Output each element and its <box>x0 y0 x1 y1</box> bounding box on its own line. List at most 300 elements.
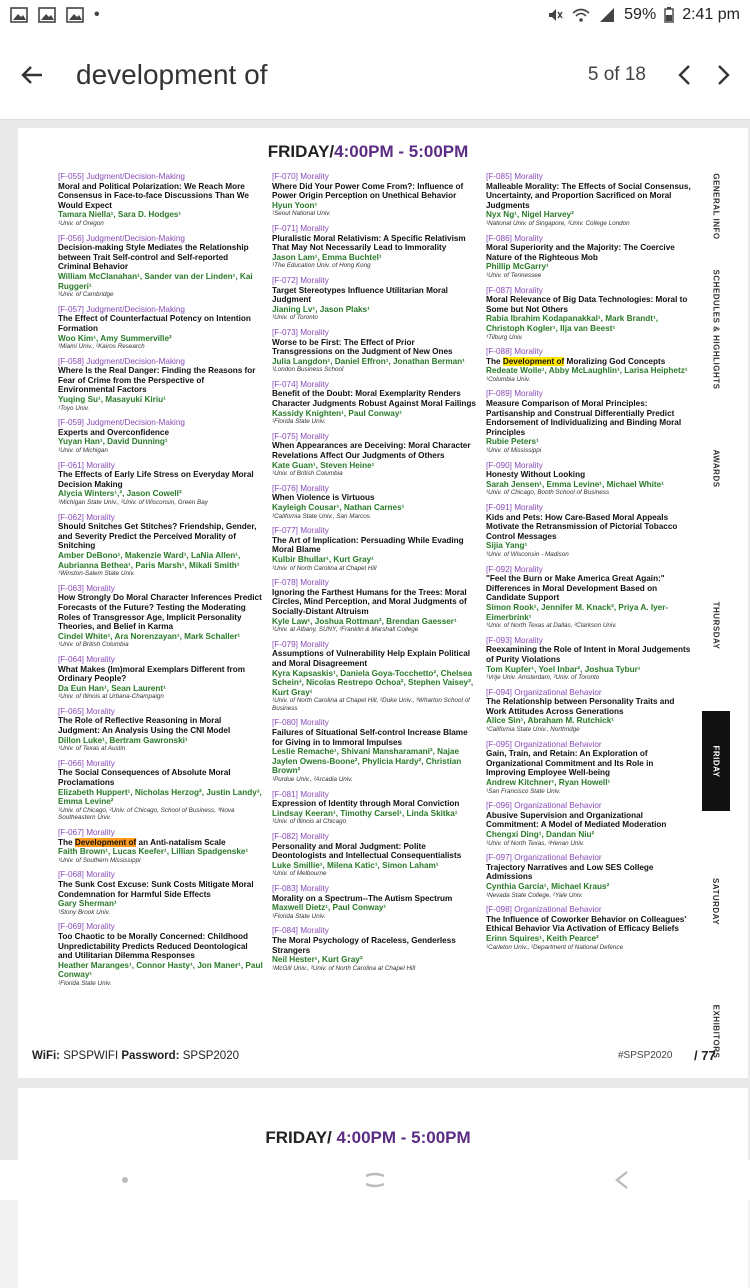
wifi-network: SPSPWIFI <box>63 1050 119 1062</box>
entry-authors: Sarah Jensen¹, Emma Levine¹, Michael White¹ <box>486 479 664 489</box>
entry-title: Moral Superiority and the Majority: The Coercive Nature of the Righteous Mob <box>486 243 675 262</box>
chevron-right-icon <box>717 64 731 86</box>
entry-header <box>486 172 691 182</box>
entry-title: Where Is the Real Danger: Finding the Reasons for Fear of Crime from the Perspective of Environmental Factors <box>58 366 256 395</box>
program-entry <box>272 328 477 374</box>
entry-category: Morality <box>514 347 543 357</box>
wifi-icon <box>572 7 590 23</box>
entry-header <box>272 328 477 338</box>
entry-affiliation: ¹Univ. of Michigan <box>58 447 108 455</box>
entry-title: Trajectory Narratives and Low SES College Admissions <box>486 862 654 882</box>
entry-authors: Kyra Kapsaskis¹, Daniela Goya-Tocchetto², Chelsea Schein³, Nicolas Restrepo Ochoa², Stephen Vaisey², Kurt Gray¹ <box>272 668 474 697</box>
section-tab-label: GENERAL INFO <box>711 172 721 240</box>
battery-icon <box>664 7 674 23</box>
entry-category: Morality <box>300 926 329 936</box>
entry-category: Morality <box>514 460 543 470</box>
section-tab-label: AWARDS <box>711 448 721 488</box>
entry-id: [F-097] <box>486 853 512 863</box>
program-entry <box>486 347 691 383</box>
entry-category: Morality <box>514 503 543 512</box>
program-entry <box>486 905 691 951</box>
program-entry <box>272 640 477 713</box>
home-button[interactable] <box>345 1160 405 1200</box>
mute-icon <box>546 7 564 23</box>
entry-header <box>486 740 691 750</box>
entry-title: "Feel the Burn or Make America Great Again:" Differences in Moral Development Based on Candidate Support <box>486 574 665 603</box>
entry-category: Morality <box>86 460 115 470</box>
entry-category: Morality <box>300 718 329 728</box>
program-entry <box>272 276 477 322</box>
entry-category: Morality <box>300 789 329 799</box>
entry-header <box>58 357 263 367</box>
entry-affiliation: ¹Univ. of North Texas, ²Henan Univ. <box>486 839 585 847</box>
program-entry <box>58 513 263 578</box>
entry-header <box>58 655 263 665</box>
entry-authors: Cindel White¹, Ara Norenzayan¹, Mark Schaller¹ <box>58 631 241 641</box>
entry-title <box>58 838 263 848</box>
section-tab[interactable] <box>702 166 730 246</box>
entry-title: The Art of Implication: Persuading While Evading Moral Blame <box>272 535 464 555</box>
entry-category: Morality <box>514 635 543 645</box>
wifi-password: SPSP2020 <box>182 1050 239 1062</box>
entry-category: Morality <box>300 883 329 893</box>
entry-id: [F-084] <box>272 926 298 936</box>
entry-affiliation: ¹Univ. of Illinois at Chicago <box>272 818 347 826</box>
program-entry <box>58 759 263 822</box>
entry-authors: Heather Maranges¹, Connor Hasty¹, Jon Maner¹, Paul Conway¹ <box>58 960 263 980</box>
entry-authors: Andrew Kitchner¹, Ryan Howell¹ <box>486 778 611 788</box>
entry-id: [F-098] <box>486 905 512 915</box>
entry-authors: Simon Rook¹, Jennifer M. Knack², Priya A. Iyer-Eimerbrink¹ <box>486 602 669 622</box>
entry-affiliation: ¹Winston-Salem State Univ. <box>58 570 135 578</box>
entry-title: When Violence is Virtuous <box>272 493 375 503</box>
entry-id: [F-080] <box>272 718 298 728</box>
entry-authors: Kulbir Bhullar¹, Kurt Gray¹ <box>272 554 374 564</box>
program-entry <box>272 432 477 478</box>
page-number-value: 77 <box>701 1048 716 1063</box>
entry-title: The Effect of Counterfactual Potency on Intention Formation <box>58 314 251 333</box>
entry-affiliation: ¹Vrije Univ. Amsterdam, ²Univ. of Toronto <box>486 674 600 682</box>
entry-header <box>58 922 263 932</box>
entry-id: [F-075] <box>272 431 298 441</box>
program-entry <box>272 484 477 520</box>
entry-header <box>58 513 263 523</box>
entry-category: Morality <box>514 285 543 295</box>
program-entry <box>486 503 691 559</box>
entry-id: [F-067] <box>58 828 84 837</box>
entry-authors: Sijia Yang¹ <box>486 541 528 551</box>
entry-header <box>486 461 691 471</box>
program-entry <box>486 461 691 497</box>
section-tab-label: SATURDAY <box>711 877 721 925</box>
entry-affiliation: ¹Univ. of Texas at Austin <box>58 745 126 753</box>
section-tab[interactable] <box>702 846 730 956</box>
current-search-match: Development of <box>74 837 137 847</box>
entry-category: Morality <box>86 922 115 932</box>
entry-id: [F-073] <box>272 327 298 337</box>
entry-title: Assumptions of Vulnerability Help Explain Political and Moral Disagreement <box>272 649 471 668</box>
program-entry <box>272 926 477 972</box>
entry-authors: Yuqing Su¹, Masayuki Kiriu¹ <box>58 395 166 405</box>
entry-id: [F-065] <box>58 706 84 716</box>
entry-header <box>272 484 477 494</box>
entry-affiliation: ¹Univ. of Wisconsin - Madison <box>486 550 569 558</box>
entry-authors: Rabia Ibrahim Kodapanakkal¹, Mark Brandt¹, Christoph Kogler¹, Ilja van Beest¹ <box>486 314 658 333</box>
entry-header <box>272 718 477 728</box>
entry-title <box>486 357 691 367</box>
entry-header <box>58 828 263 838</box>
gallery-notification-icon <box>10 7 28 23</box>
page-header <box>18 1128 718 1148</box>
entry-affiliation: ¹Miami Univ., ²Kairos Research <box>58 343 145 351</box>
hashtag: #SPSP2020 <box>618 1050 673 1061</box>
entry-category: Morality <box>514 233 543 243</box>
entry-category: Morality <box>300 578 329 588</box>
entry-authors: William McClanahan¹, Sander van der Linden¹, Kai Ruggeri¹ <box>58 271 253 291</box>
entry-authors: Tamara Niella¹, Sara D. Hodges¹ <box>58 210 182 220</box>
entry-id: [F-093] <box>486 635 512 645</box>
search-input[interactable]: development of <box>76 58 268 90</box>
match-counter: 5 of 18 <box>587 63 646 85</box>
entry-id: [F-057] <box>58 304 84 314</box>
entry-affiliation: ¹California State Univ., San Marcos <box>272 512 370 520</box>
entry-title: When Appearances are Deceiving: Moral Character Revelations Affect Our Judgments of Others <box>272 441 471 461</box>
entry-affiliation: ¹Univ. of North Texas at Dallas, ²Clarkson Univ. <box>486 622 617 630</box>
entry-affiliation: ¹Univ. of Illinois at Urbana-Champaign <box>58 693 164 701</box>
entry-affiliation: ¹Univ. of Cambridge <box>58 291 114 299</box>
entry-id: [F-077] <box>272 526 298 536</box>
section-tab[interactable] <box>702 711 730 811</box>
entry-affiliation: ¹California State Univ., Northridge <box>486 726 580 734</box>
entry-id: [F-055] <box>58 172 84 181</box>
back-nav-button[interactable] <box>595 1160 655 1200</box>
page-header-time: 4:00PM - 5:00PM <box>334 142 469 161</box>
gallery-notification-icon <box>38 7 56 23</box>
entry-affiliation: ¹Purdue Univ., ²Arcadia Univ. <box>272 776 353 784</box>
entry-affiliation: ¹Tilburg Univ. <box>486 333 523 341</box>
entry-title: Personality and Moral Judgment: Polite Deontologists and Intellectual Consequentialists <box>272 841 462 861</box>
program-column <box>272 172 477 978</box>
entry-header <box>272 526 477 536</box>
entry-authors: Amber DeBono¹, Makenzie Ward¹, LaNia Allen¹, Aubrianna Bethea¹, Paris Marsh¹, Mikali Smith¹ <box>58 550 241 570</box>
entry-authors: Alice Sin¹, Abraham M. Rutchick¹ <box>486 716 614 726</box>
entry-title: Too Chaotic to be Morally Concerned: Childhood Unpredictability Predicts Reduced Deontological and Utilitarian Dilemma Responses <box>58 931 248 961</box>
program-entry <box>486 853 691 899</box>
entry-authors: Gary Sherman¹ <box>58 899 117 909</box>
entry-header <box>486 801 691 811</box>
entry-header <box>272 432 477 442</box>
entry-category: Organizational Behavior <box>514 853 602 863</box>
entry-header <box>58 234 263 244</box>
entry-authors: Hyun Yoon¹ <box>272 200 318 210</box>
entry-id: [F-078] <box>272 578 298 588</box>
home-icon <box>362 1169 388 1191</box>
entry-id: [F-059] <box>58 418 84 428</box>
entry-authors: Kayleigh Cousar¹, Nathan Carnes¹ <box>272 503 405 512</box>
entry-title: What Makes (Im)moral Exemplars Different from Ordinary People? <box>58 664 245 684</box>
entry-header <box>486 503 691 513</box>
entry-category: Morality <box>300 639 329 649</box>
entry-title: Where Did Your Power Come From?: Influence of Power Origin Perception on Unethical Behavior <box>272 181 464 201</box>
entry-authors: Cynthia Garcia¹, Michael Kraus² <box>486 881 610 891</box>
gallery-notification-icon <box>66 7 84 23</box>
section-tab[interactable] <box>702 566 730 684</box>
program-column <box>486 172 691 957</box>
program-entry <box>58 172 263 228</box>
program-entry <box>272 832 477 878</box>
entry-authors: Da Eun Han¹, Sean Laurent¹ <box>58 683 166 693</box>
entry-category: Judgment/Decision-Making <box>86 418 185 428</box>
entry-id: [F-068] <box>58 870 84 880</box>
entry-id: [F-058] <box>58 356 84 366</box>
entry-header <box>58 759 263 769</box>
entry-title: Failures of Situational Self-control Increase Blame for Giving in to Immoral Impulses <box>272 728 468 747</box>
entry-affiliation: ¹Florida State Univ. <box>272 418 326 426</box>
back-icon <box>613 1169 637 1191</box>
entry-header <box>272 832 477 842</box>
entry-affiliation: ¹Univ. of British Columbia <box>58 641 129 649</box>
entry-header <box>272 380 477 390</box>
entry-category: Organizational Behavior <box>514 801 602 811</box>
page-header <box>18 142 718 162</box>
entry-affiliation: ¹Toyo Univ. <box>58 404 90 412</box>
entry-header <box>486 565 691 575</box>
entry-title: The Sunk Cost Excuse: Sunk Costs Mitigate Moral Condemnation for Harmful Side Effects <box>58 879 254 899</box>
entry-id: [F-089] <box>486 389 512 399</box>
wifi-label: WiFi: <box>32 1050 60 1062</box>
entry-affiliation: ¹Univ. of North Carolina at Chapel Hill, ²Duke Univ., ³Wharton School of Business <box>272 697 470 712</box>
entry-category: Morality <box>300 172 329 181</box>
section-tab-label: SCHEDULES & HIGHLIGHTS <box>711 269 721 389</box>
entry-title: Abusive Supervision and Organizational Commitment: A Model of Mediated Moderation <box>486 810 667 830</box>
entry-authors: Kyle Law¹, Joshua Rottman², Brendan Gaesser¹ <box>272 616 457 626</box>
entry-header <box>272 276 477 286</box>
entry-id: [F-085] <box>486 172 512 181</box>
entry-id: [F-064] <box>58 654 84 664</box>
entry-title: Decision-making Style Mediates the Relationship between Trait Self-control and Self-reported Criminal Behavior <box>58 243 249 272</box>
entry-header <box>58 870 263 880</box>
back-button[interactable] <box>2 45 62 105</box>
document-viewer[interactable] <box>0 120 750 1160</box>
entry-authors: Luke Smillie¹, Milena Katic¹, Simon Laham¹ <box>272 860 439 870</box>
entry-affiliation: ¹Seoul National Univ. <box>272 210 331 218</box>
entry-authors: Lindsay Keeran¹, Timothy Carsel¹, Linda Skitka¹ <box>272 808 458 818</box>
entry-authors: Alycia Winters¹,², Jason Cowell² <box>58 489 182 499</box>
page-header-time: 4:00PM - 5:00PM <box>331 1128 471 1147</box>
entry-title: The Social Consequences of Absolute Moral Proclamations <box>58 768 231 788</box>
entry-title: The Effects of Early Life Stress on Everyday Moral Decision Making <box>58 470 254 489</box>
battery-level: 59% <box>624 6 657 23</box>
entry-id: [F-090] <box>486 460 512 470</box>
entry-title: Target Stereotypes Influence Utilitarian Moral Judgment <box>272 285 448 305</box>
entry-id: [F-066] <box>58 758 84 768</box>
entry-category: Organizational Behavior <box>514 905 602 915</box>
section-tab[interactable] <box>702 428 730 508</box>
entry-affiliation: ¹San Francisco State Univ. <box>486 787 561 795</box>
entry-category: Morality <box>514 389 543 399</box>
entry-title: Reexamining the Role of Intent in Moral Judgements of Purity Violations <box>486 645 691 664</box>
entry-affiliation: ¹Univ. of Oregon <box>58 219 104 227</box>
entry-title-part: The <box>58 837 75 847</box>
section-tab[interactable] <box>702 269 730 389</box>
entry-authors: Tom Kupfer¹, Yoel Inbar², Joshua Tybur¹ <box>486 664 641 674</box>
entry-affiliation: ¹Columbia Univ. <box>486 375 531 383</box>
entry-id: [F-069] <box>58 922 84 932</box>
program-entry <box>58 234 263 299</box>
program-entry <box>58 922 263 987</box>
entry-affiliation: ¹Univ. of Toronto <box>272 314 318 322</box>
entry-title: Honesty Without Looking <box>486 470 586 480</box>
entry-id: [F-079] <box>272 639 298 649</box>
entry-title: The Role of Reflective Reasoning in Moral Judgment: An Analysis Using the CNI Model <box>58 716 231 736</box>
entry-authors: Leslie Remache¹, Shivani Mansharamani², Najae Jaylen Owens-Boone², Phylicia Hardy², Christian Brown² <box>272 747 462 776</box>
entry-header <box>58 584 263 594</box>
entry-affiliation: ¹National Univ. of Singapore, ²Univ. College London <box>486 219 630 227</box>
entry-title: Gain, Train, and Retain: An Exploration of Organizational Commitment and Its Role in Improving Employee Well-being <box>486 749 654 778</box>
entry-header <box>486 853 691 863</box>
next-match-button[interactable] <box>704 45 744 105</box>
entry-title-part: an Anti-natalism Scale <box>136 837 226 847</box>
entry-authors: Redeate Wolle¹, Abby McLaughlin¹, Larisa Heiphetz¹ <box>486 366 688 376</box>
entry-authors: Kassidy Knighten¹, Paul Conway¹ <box>272 408 403 418</box>
entry-category: Morality <box>300 832 329 841</box>
program-entry <box>486 636 691 682</box>
entry-category: Morality <box>86 828 115 837</box>
entry-title: Pluralistic Moral Relativism: A Specific Relativism That May Not Necessarily Lead to Immorality <box>272 233 466 253</box>
entry-affiliation: ¹Univ. of Mississippi <box>486 447 542 455</box>
section-tab-label: EXHIBITORS <box>711 1004 721 1058</box>
search-match: Development of <box>502 356 565 366</box>
entry-category: Morality <box>86 512 115 522</box>
entry-id: [F-062] <box>58 512 84 522</box>
entry-title: Should Snitches Get Stitches? Friendship, Gender, and Severity Predict the Perceived Morality of Snitching <box>58 522 257 551</box>
entry-title: How Strongly Do Moral Character Inferences Predict Forecasts of the Future? Testing the Moderating Roles of Transgressor Age, Implicit Personality Theories, and Belief in Karma <box>58 593 262 632</box>
section-tab-label: THURSDAY <box>711 601 721 649</box>
entry-id: [F-082] <box>272 832 298 841</box>
entry-id: [F-076] <box>272 483 298 493</box>
entry-category: Morality <box>514 564 543 574</box>
program-entry <box>58 305 263 351</box>
previous-match-button[interactable] <box>664 45 704 105</box>
entry-category: Morality <box>86 758 115 768</box>
program-entry <box>486 234 691 280</box>
entry-title: Benefit of the Doubt: Moral Exemplarity Renders Character Judgments Robust Against Moral Failings <box>272 389 476 409</box>
entry-title: Measure Comparison of Moral Principles: Partisanship and Construal Differentially Predict Endorsement of Individualizing and Binding Moral Principles <box>486 399 682 437</box>
entry-id: [F-071] <box>272 223 298 233</box>
entry-authors: Jason Lam¹, Emma Buchtel¹ <box>272 252 382 262</box>
entry-category: Judgment/Decision-Making <box>86 356 185 366</box>
entry-title: Worse to be First: The Effect of Prior Transgressions on the Judgment of New Ones <box>272 337 453 357</box>
entry-header <box>272 640 477 650</box>
entry-authors: Elizabeth Huppert¹, Nicholas Herzog², Justin Landy³, Emma Levine² <box>58 787 262 807</box>
entry-authors: Maxwell Dietz¹, Paul Conway¹ <box>272 903 387 913</box>
entry-title: Moral and Political Polarization: We Reach More Consensus in Face-to-face Discussions Than We Would Expect <box>58 181 249 210</box>
document-page <box>18 128 748 1078</box>
program-entry <box>58 461 263 507</box>
entry-category: Morality <box>86 583 115 593</box>
entry-header <box>58 418 263 428</box>
entry-id: [F-096] <box>486 801 512 811</box>
entry-header <box>486 234 691 244</box>
entry-authors: Nyx Ng¹, Nigel Harvey² <box>486 210 574 220</box>
entry-header <box>58 707 263 717</box>
entry-header <box>272 790 477 800</box>
entry-authors: Neil Hester¹, Kurt Gray² <box>272 955 363 965</box>
program-entry <box>58 418 263 454</box>
entry-authors: Dillon Luke¹, Bertram Gawronski¹ <box>58 735 188 745</box>
entry-affiliation: ¹Carleton Univ., ²Department of National Defence <box>486 943 624 951</box>
entry-id: [F-086] <box>486 233 512 243</box>
entry-category: Morality <box>300 526 329 536</box>
entry-header <box>272 172 477 182</box>
entry-header <box>58 461 263 471</box>
entry-authors: Julia Langdon¹, Daniel Effron¹, Jonathan Berman¹ <box>272 356 465 366</box>
program-entry <box>58 357 263 413</box>
entry-title: Morality on a Spectrum--The Autism Spectrum <box>272 893 453 903</box>
entry-id: [F-061] <box>58 460 84 470</box>
entry-header <box>486 389 691 399</box>
entry-id: [F-087] <box>486 285 512 295</box>
entry-authors: Chengxi Ding¹, Dandan Niu² <box>486 830 595 839</box>
entry-affiliation: ¹The Education Univ. of Hong Kong <box>272 262 371 270</box>
entry-affiliation: ¹Univ. of Chicago, Booth School of Business <box>486 489 610 497</box>
program-entry <box>272 790 477 826</box>
entry-affiliation: ¹Univ. of British Columbia <box>272 470 343 478</box>
entry-title-part: The <box>486 356 503 366</box>
entry-category: Morality <box>300 327 329 337</box>
entry-authors: Erinn Squires¹, Keith Pearce² <box>486 933 599 943</box>
program-entry <box>272 526 477 572</box>
program-entry <box>58 870 263 916</box>
entry-category: Judgment/Decision-Making <box>86 233 185 243</box>
entry-title: Malleable Morality: The Effects of Social Consensus, Uncertainty, and Proportion Sacrificed on Moral Judgments <box>486 181 691 210</box>
program-entry <box>272 172 477 218</box>
system-navigation-bar <box>0 1160 750 1200</box>
entry-title: The Influence of Coworker Behavior on Colleagues' Ethical Behavior Via Activation of Efficacy Beliefs <box>486 914 687 934</box>
entry-affiliation: ¹Univ. of North Carolina at Chapel Hill <box>272 564 377 572</box>
program-entry <box>272 718 477 783</box>
entry-category: Morality <box>86 654 115 664</box>
recent-apps-button[interactable] <box>95 1160 155 1200</box>
entry-title: Moral Relevance of Big Data Technologies: Moral to Some but Not Others <box>486 295 688 314</box>
program-entry <box>58 655 263 701</box>
entry-header <box>58 305 263 315</box>
entry-affiliation: ¹Nevada State College, ²Yale Univ. <box>486 891 583 899</box>
program-entry <box>272 380 477 426</box>
entry-category: Organizational Behavior <box>514 687 602 697</box>
program-entry <box>486 740 691 796</box>
entry-id: [F-092] <box>486 564 512 574</box>
entry-affiliation: ¹Univ. of Tennessee <box>486 271 542 279</box>
entry-id: [F-074] <box>272 379 298 389</box>
entry-header <box>272 578 477 588</box>
entry-header <box>58 172 263 182</box>
entry-header <box>486 688 691 698</box>
more-notifications-icon: • <box>94 6 100 23</box>
program-entry <box>486 286 691 342</box>
entry-authors: Kate Guan¹, Steven Heine¹ <box>272 460 375 470</box>
entry-affiliation: ¹Stony Brook Univ. <box>58 908 111 916</box>
entry-title: Experts and Overconfidence <box>58 427 170 437</box>
entry-title: Kids and Pets: How Care-Based Moral Appeals Motivate the Retransmission of Pictorial Tobacco Control Messages <box>486 512 678 541</box>
program-entry <box>486 801 691 847</box>
entry-header <box>486 286 691 296</box>
program-entry <box>486 172 691 228</box>
program-entry <box>58 828 263 864</box>
entry-category: Judgment/Decision-Making <box>86 172 185 181</box>
entry-id: [F-070] <box>272 172 298 181</box>
program-entry <box>58 707 263 753</box>
